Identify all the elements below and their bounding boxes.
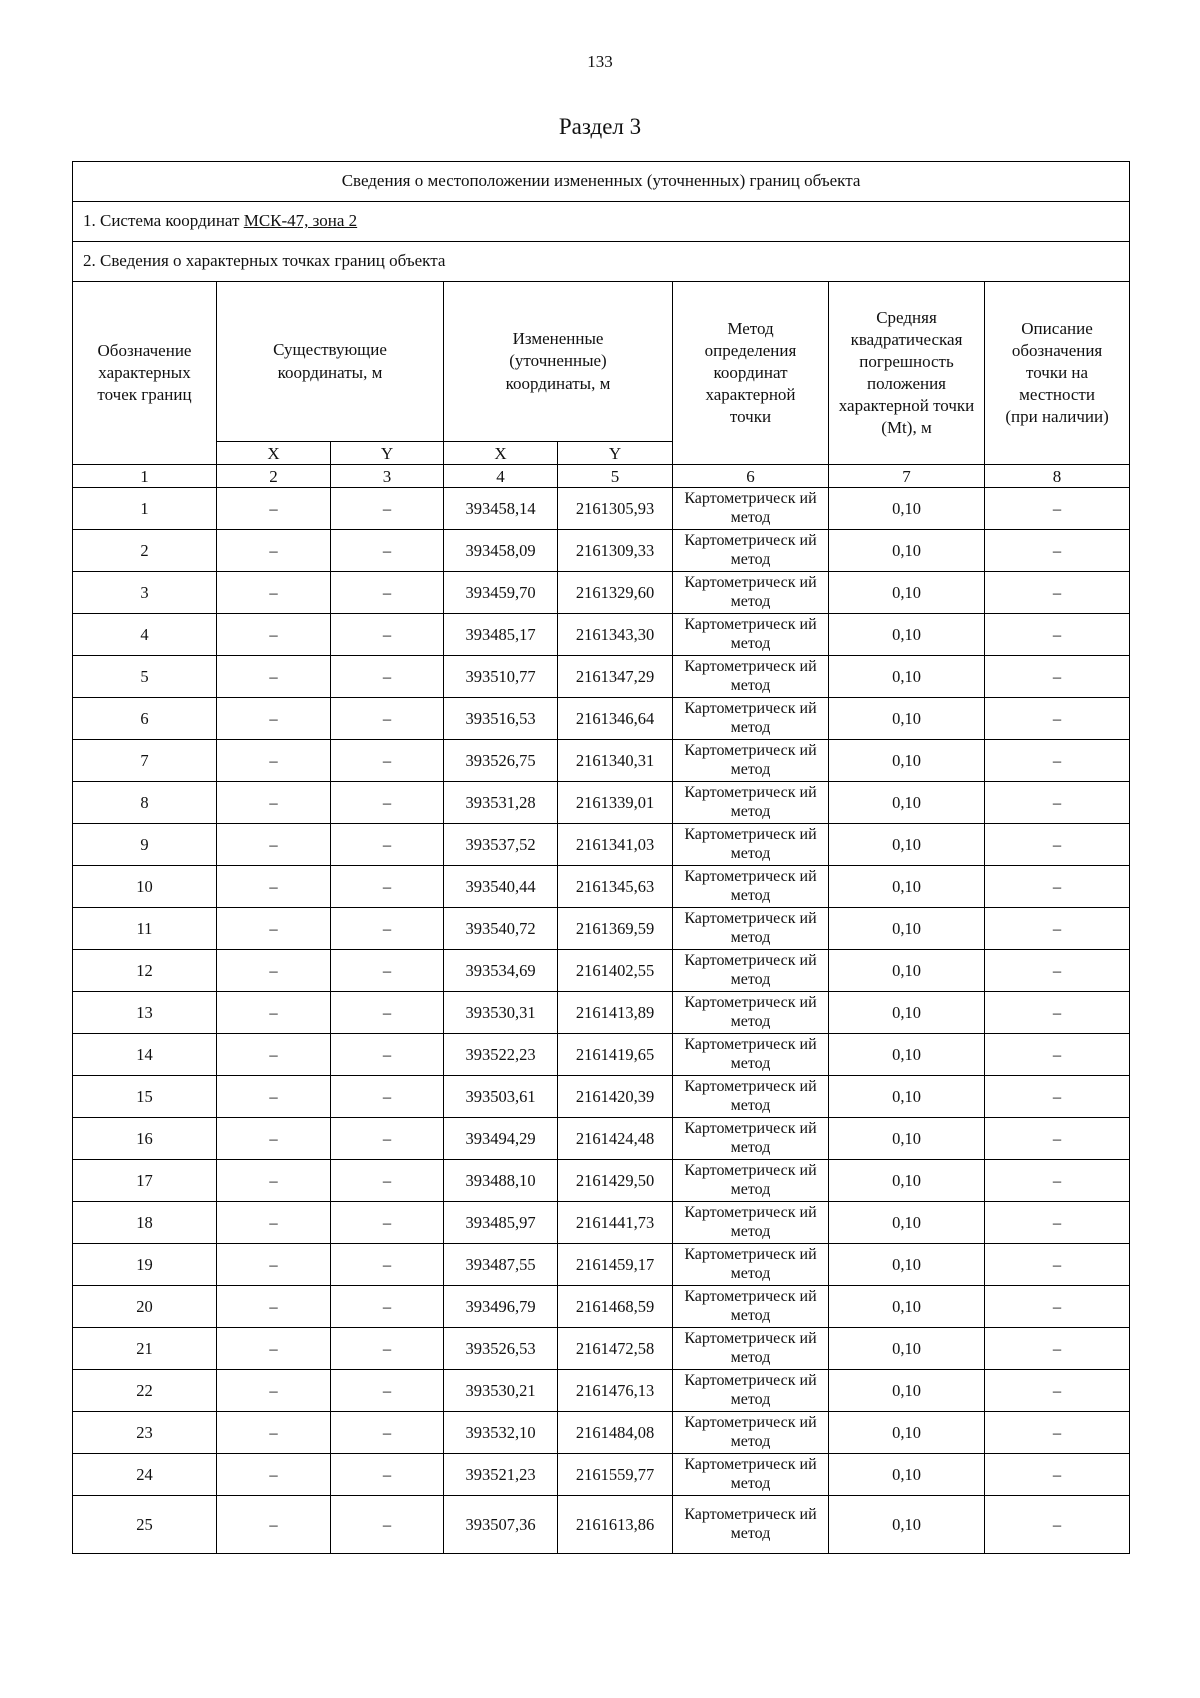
mt-cell: 0,10 xyxy=(829,1370,985,1412)
description-cell: – xyxy=(985,488,1130,530)
existing-y-cell: – xyxy=(331,1370,444,1412)
coord-system-line xyxy=(73,202,1130,242)
existing-y-cell: – xyxy=(331,1202,444,1244)
point-number-cell: 18 xyxy=(73,1202,217,1244)
method-cell: Картометрическ ий метод xyxy=(673,1370,829,1412)
changed-x-cell: 393526,53 xyxy=(444,1328,558,1370)
changed-y-cell: 2161420,39 xyxy=(558,1076,673,1118)
existing-y-cell: – xyxy=(331,782,444,824)
mt-cell: 0,10 xyxy=(829,1454,985,1496)
header-existing-x: X xyxy=(217,442,331,465)
changed-x-cell: 393458,09 xyxy=(444,530,558,572)
description-cell: – xyxy=(985,908,1130,950)
point-number-cell: 17 xyxy=(73,1160,217,1202)
header-changed-text: Измененные (уточненные) координаты, м xyxy=(505,329,611,393)
changed-y-cell: 2161339,01 xyxy=(558,782,673,824)
point-number-cell: 13 xyxy=(73,992,217,1034)
description-cell: – xyxy=(985,614,1130,656)
mt-cell: 0,10 xyxy=(829,866,985,908)
method-cell: Картометрическ ий метод xyxy=(673,1076,829,1118)
changed-x-cell: 393540,44 xyxy=(444,866,558,908)
table-row xyxy=(73,1076,1130,1118)
changed-y-cell: 2161419,65 xyxy=(558,1034,673,1076)
existing-y-cell: – xyxy=(331,824,444,866)
point-number-cell: 10 xyxy=(73,866,217,908)
changed-x-cell: 393485,17 xyxy=(444,614,558,656)
existing-y-cell: – xyxy=(331,1412,444,1454)
method-cell: Картометрическ ий метод xyxy=(673,488,829,530)
changed-x-cell: 393530,31 xyxy=(444,992,558,1034)
table-row xyxy=(73,782,1130,824)
point-number-cell: 25 xyxy=(73,1496,217,1554)
existing-x-cell: – xyxy=(217,1286,331,1328)
changed-x-cell: 393503,61 xyxy=(444,1076,558,1118)
existing-y-cell: – xyxy=(331,698,444,740)
point-number-cell: 16 xyxy=(73,1118,217,1160)
mt-cell: 0,10 xyxy=(829,1160,985,1202)
changed-y-cell: 2161424,48 xyxy=(558,1118,673,1160)
changed-x-cell: 393496,79 xyxy=(444,1286,558,1328)
changed-x-cell: 393530,21 xyxy=(444,1370,558,1412)
changed-x-cell: 393526,75 xyxy=(444,740,558,782)
changed-y-cell: 2161346,64 xyxy=(558,698,673,740)
changed-x-cell: 393537,52 xyxy=(444,824,558,866)
existing-y-cell: – xyxy=(331,1160,444,1202)
existing-x-cell: – xyxy=(217,1370,331,1412)
method-cell: Картометрическ ий метод xyxy=(673,950,829,992)
existing-y-cell: – xyxy=(331,530,444,572)
method-cell: Картометрическ ий метод xyxy=(673,530,829,572)
changed-x-cell: 393487,55 xyxy=(444,1244,558,1286)
point-number-cell: 7 xyxy=(73,740,217,782)
table-row xyxy=(73,1412,1130,1454)
mt-cell: 0,10 xyxy=(829,1496,985,1554)
changed-x-cell: 393532,10 xyxy=(444,1412,558,1454)
existing-y-cell: – xyxy=(331,1118,444,1160)
changed-y-cell: 2161341,03 xyxy=(558,824,673,866)
existing-x-cell: – xyxy=(217,1244,331,1286)
mt-cell: 0,10 xyxy=(829,698,985,740)
method-cell: Картометрическ ий метод xyxy=(673,572,829,614)
point-number-cell: 23 xyxy=(73,1412,217,1454)
existing-x-cell: – xyxy=(217,824,331,866)
description-cell: – xyxy=(985,992,1130,1034)
point-number-cell: 22 xyxy=(73,1370,217,1412)
changed-x-cell: 393521,23 xyxy=(444,1454,558,1496)
header-error xyxy=(829,282,985,465)
mt-cell: 0,10 xyxy=(829,1202,985,1244)
column-number: 2 xyxy=(217,465,331,488)
description-cell: – xyxy=(985,1412,1130,1454)
page-number: 133 xyxy=(587,52,613,71)
mt-cell: 0,10 xyxy=(829,782,985,824)
existing-y-cell: – xyxy=(331,1034,444,1076)
description-cell: – xyxy=(985,1202,1130,1244)
mt-cell: 0,10 xyxy=(829,1118,985,1160)
header-error-text: Средняя квадратическая погрешность положения характерной точки (Mt), м xyxy=(838,307,975,438)
section-title: Раздел 3 xyxy=(558,114,642,139)
method-cell: Картометрическ ий метод xyxy=(673,1496,829,1554)
mt-cell: 0,10 xyxy=(829,908,985,950)
changed-y-cell: 2161305,93 xyxy=(558,488,673,530)
description-cell: – xyxy=(985,1328,1130,1370)
point-number-cell: 19 xyxy=(73,1244,217,1286)
changed-y-cell: 2161429,50 xyxy=(558,1160,673,1202)
changed-y-cell: 2161347,29 xyxy=(558,656,673,698)
changed-y-cell: 2161369,59 xyxy=(558,908,673,950)
table-row xyxy=(73,614,1130,656)
column-number: 4 xyxy=(444,465,558,488)
changed-y-cell: 2161559,77 xyxy=(558,1454,673,1496)
mt-cell: 0,10 xyxy=(829,572,985,614)
existing-y-cell: – xyxy=(331,488,444,530)
table-row xyxy=(73,1454,1130,1496)
changed-y-cell: 2161459,17 xyxy=(558,1244,673,1286)
point-number-cell: 6 xyxy=(73,698,217,740)
changed-y-cell: 2161340,31 xyxy=(558,740,673,782)
header-description-text: Описание обозначения точки на местности (при наличии) xyxy=(1005,318,1109,427)
mt-cell: 0,10 xyxy=(829,1244,985,1286)
changed-y-cell: 2161343,30 xyxy=(558,614,673,656)
point-number-cell: 24 xyxy=(73,1454,217,1496)
existing-x-cell: – xyxy=(217,1328,331,1370)
point-number-cell: 1 xyxy=(73,488,217,530)
header-method-text: Метод определения координат характерной точки xyxy=(704,318,797,427)
mt-cell: 0,10 xyxy=(829,1076,985,1118)
changed-y-cell: 2161413,89 xyxy=(558,992,673,1034)
description-cell: – xyxy=(985,740,1130,782)
description-cell: – xyxy=(985,824,1130,866)
point-number-cell: 20 xyxy=(73,1286,217,1328)
table-row xyxy=(73,950,1130,992)
column-number: 1 xyxy=(73,465,217,488)
changed-x-cell: 393459,70 xyxy=(444,572,558,614)
table-row xyxy=(73,698,1130,740)
existing-y-cell: – xyxy=(331,908,444,950)
point-number-cell: 12 xyxy=(73,950,217,992)
description-cell: – xyxy=(985,656,1130,698)
table-row xyxy=(73,1496,1130,1554)
description-cell: – xyxy=(985,950,1130,992)
header-designation-text: Обозначение характерных точек границ xyxy=(97,340,192,405)
mt-cell: 0,10 xyxy=(829,992,985,1034)
existing-x-cell: – xyxy=(217,782,331,824)
existing-x-cell: – xyxy=(217,740,331,782)
table-title: Сведения о местоположении измененных (уточненных) границ объекта xyxy=(73,162,1130,202)
table-row xyxy=(73,1118,1130,1160)
mt-cell: 0,10 xyxy=(829,656,985,698)
mt-cell: 0,10 xyxy=(829,1034,985,1076)
table-row xyxy=(73,656,1130,698)
point-number-cell: 11 xyxy=(73,908,217,950)
method-cell: Картометрическ ий метод xyxy=(673,1412,829,1454)
method-cell: Картометрическ ий метод xyxy=(673,1118,829,1160)
column-number: 5 xyxy=(558,465,673,488)
point-number-cell: 2 xyxy=(73,530,217,572)
changed-x-cell: 393516,53 xyxy=(444,698,558,740)
changed-x-cell: 393510,77 xyxy=(444,656,558,698)
existing-y-cell: – xyxy=(331,1244,444,1286)
existing-x-cell: – xyxy=(217,698,331,740)
table-row xyxy=(73,1328,1130,1370)
existing-y-cell: – xyxy=(331,992,444,1034)
existing-y-cell: – xyxy=(331,656,444,698)
description-cell: – xyxy=(985,866,1130,908)
boundary-points-table xyxy=(72,161,1130,1554)
existing-y-cell: – xyxy=(331,866,444,908)
description-cell: – xyxy=(985,1370,1130,1412)
changed-y-cell: 2161613,86 xyxy=(558,1496,673,1554)
point-number-cell: 4 xyxy=(73,614,217,656)
method-cell: Картометрическ ий метод xyxy=(673,698,829,740)
table-row xyxy=(73,866,1130,908)
header-changed-y: Y xyxy=(558,442,673,465)
header-method xyxy=(673,282,829,465)
existing-y-cell: – xyxy=(331,572,444,614)
header-changed xyxy=(444,282,673,442)
existing-x-cell: – xyxy=(217,1076,331,1118)
description-cell: – xyxy=(985,1244,1130,1286)
description-cell: – xyxy=(985,1286,1130,1328)
existing-x-cell: – xyxy=(217,1496,331,1554)
existing-x-cell: – xyxy=(217,1454,331,1496)
method-cell: Картометрическ ий метод xyxy=(673,656,829,698)
existing-x-cell: – xyxy=(217,992,331,1034)
description-cell: – xyxy=(985,1496,1130,1554)
description-cell: – xyxy=(985,1454,1130,1496)
point-number-cell: 8 xyxy=(73,782,217,824)
column-number-row xyxy=(73,465,1130,488)
mt-cell: 0,10 xyxy=(829,824,985,866)
mt-cell: 0,10 xyxy=(829,740,985,782)
mt-cell: 0,10 xyxy=(829,950,985,992)
existing-x-cell: – xyxy=(217,656,331,698)
description-cell: – xyxy=(985,1160,1130,1202)
existing-y-cell: – xyxy=(331,1286,444,1328)
existing-x-cell: – xyxy=(217,1034,331,1076)
method-cell: Картометрическ ий метод xyxy=(673,1454,829,1496)
header-designation xyxy=(73,282,217,465)
table-row xyxy=(73,1034,1130,1076)
table-row xyxy=(73,572,1130,614)
method-cell: Картометрическ ий метод xyxy=(673,614,829,656)
method-cell: Картометрическ ий метод xyxy=(673,824,829,866)
point-number-cell: 9 xyxy=(73,824,217,866)
changed-y-cell: 2161309,33 xyxy=(558,530,673,572)
changed-y-cell: 2161345,63 xyxy=(558,866,673,908)
changed-x-cell: 393534,69 xyxy=(444,950,558,992)
method-cell: Картометрическ ий метод xyxy=(673,1286,829,1328)
method-cell: Картометрическ ий метод xyxy=(673,1160,829,1202)
column-number: 3 xyxy=(331,465,444,488)
description-cell: – xyxy=(985,572,1130,614)
existing-y-cell: – xyxy=(331,1076,444,1118)
description-cell: – xyxy=(985,1118,1130,1160)
table-row xyxy=(73,740,1130,782)
existing-x-cell: – xyxy=(217,614,331,656)
mt-cell: 0,10 xyxy=(829,488,985,530)
mt-cell: 0,10 xyxy=(829,1328,985,1370)
existing-x-cell: – xyxy=(217,1412,331,1454)
existing-y-cell: – xyxy=(331,1454,444,1496)
table-row xyxy=(73,1244,1130,1286)
method-cell: Картометрическ ий метод xyxy=(673,1034,829,1076)
column-number: 6 xyxy=(673,465,829,488)
table-row xyxy=(73,1286,1130,1328)
header-existing-y: Y xyxy=(331,442,444,465)
description-cell: – xyxy=(985,698,1130,740)
changed-x-cell: 393522,23 xyxy=(444,1034,558,1076)
existing-y-cell: – xyxy=(331,1328,444,1370)
table-row xyxy=(73,1202,1130,1244)
column-number: 8 xyxy=(985,465,1130,488)
existing-x-cell: – xyxy=(217,908,331,950)
existing-x-cell: – xyxy=(217,1202,331,1244)
column-number: 7 xyxy=(829,465,985,488)
existing-x-cell: – xyxy=(217,1160,331,1202)
point-number-cell: 3 xyxy=(73,572,217,614)
existing-x-cell: – xyxy=(217,488,331,530)
changed-y-cell: 2161441,73 xyxy=(558,1202,673,1244)
existing-x-cell: – xyxy=(217,572,331,614)
description-cell: – xyxy=(985,782,1130,824)
changed-x-cell: 393458,14 xyxy=(444,488,558,530)
point-number-cell: 14 xyxy=(73,1034,217,1076)
description-cell: – xyxy=(985,1076,1130,1118)
point-number-cell: 21 xyxy=(73,1328,217,1370)
table-row xyxy=(73,1370,1130,1412)
changed-x-cell: 393485,97 xyxy=(444,1202,558,1244)
header-description xyxy=(985,282,1130,465)
changed-x-cell: 393531,28 xyxy=(444,782,558,824)
existing-x-cell: – xyxy=(217,950,331,992)
changed-x-cell: 393488,10 xyxy=(444,1160,558,1202)
existing-y-cell: – xyxy=(331,950,444,992)
method-cell: Картометрическ ий метод xyxy=(673,1244,829,1286)
mt-cell: 0,10 xyxy=(829,1412,985,1454)
coord-system-value: МСК-47, зона 2 xyxy=(243,211,358,231)
method-cell: Картометрическ ий метод xyxy=(673,1202,829,1244)
header-existing-text: Существующие координаты, м xyxy=(273,340,387,382)
changed-y-cell: 2161472,58 xyxy=(558,1328,673,1370)
point-number-cell: 15 xyxy=(73,1076,217,1118)
changed-y-cell: 2161476,13 xyxy=(558,1370,673,1412)
changed-y-cell: 2161484,08 xyxy=(558,1412,673,1454)
description-cell: – xyxy=(985,530,1130,572)
existing-y-cell: – xyxy=(331,1496,444,1554)
method-cell: Картометрическ ий метод xyxy=(673,908,829,950)
method-cell: Картометрическ ий метод xyxy=(673,992,829,1034)
points-subtitle: 2. Сведения о характерных точках границ объекта xyxy=(73,242,1130,282)
existing-x-cell: – xyxy=(217,866,331,908)
table-row xyxy=(73,824,1130,866)
changed-x-cell: 393540,72 xyxy=(444,908,558,950)
method-cell: Картометрическ ий метод xyxy=(673,782,829,824)
table-row xyxy=(73,530,1130,572)
method-cell: Картометрическ ий метод xyxy=(673,740,829,782)
table-row xyxy=(73,1160,1130,1202)
table-row xyxy=(73,992,1130,1034)
changed-x-cell: 393507,36 xyxy=(444,1496,558,1554)
table-row xyxy=(73,488,1130,530)
existing-y-cell: – xyxy=(331,740,444,782)
mt-cell: 0,10 xyxy=(829,1286,985,1328)
existing-x-cell: – xyxy=(217,1118,331,1160)
description-cell: – xyxy=(985,1034,1130,1076)
table-row xyxy=(73,908,1130,950)
header-existing xyxy=(217,282,444,442)
existing-y-cell: – xyxy=(331,614,444,656)
header-changed-x: X xyxy=(444,442,558,465)
changed-y-cell: 2161329,60 xyxy=(558,572,673,614)
method-cell: Картометрическ ий метод xyxy=(673,1328,829,1370)
coord-system-prefix: 1. Система координат xyxy=(83,211,244,231)
existing-x-cell: – xyxy=(217,530,331,572)
mt-cell: 0,10 xyxy=(829,530,985,572)
method-cell: Картометрическ ий метод xyxy=(673,866,829,908)
changed-y-cell: 2161402,55 xyxy=(558,950,673,992)
point-number-cell: 5 xyxy=(73,656,217,698)
changed-x-cell: 393494,29 xyxy=(444,1118,558,1160)
changed-y-cell: 2161468,59 xyxy=(558,1286,673,1328)
mt-cell: 0,10 xyxy=(829,614,985,656)
